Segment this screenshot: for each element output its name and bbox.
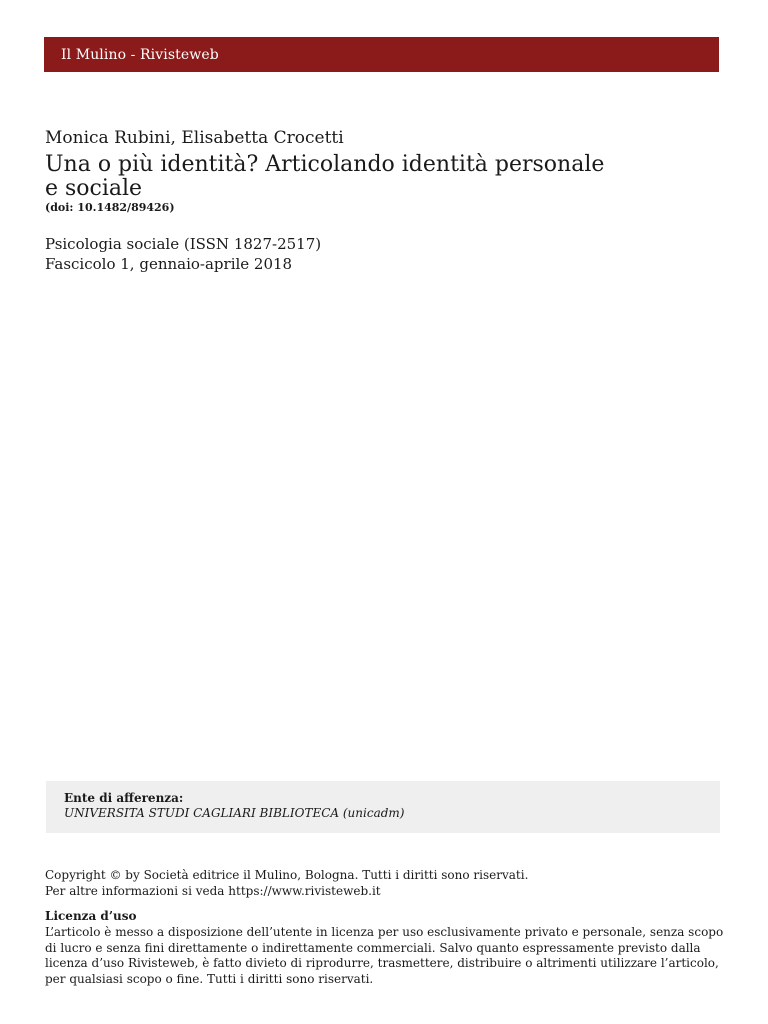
article-authors: Monica Rubini, Elisabetta Crocetti bbox=[45, 128, 344, 148]
article-doi: (doi: 10.1482/89426) bbox=[45, 201, 175, 214]
license-line-1: L’articolo è messo a disposizione dell’utente in licenza per uso esclusivamente privato e personale, senza scopo bbox=[45, 925, 724, 939]
copyright-line-1: Copyright © by Società editrice il Mulino, Bologna. Tutti i diritti sono riservati. bbox=[45, 868, 529, 882]
license-line-4: per qualsiasi scopo o fine. Tutti i diritti sono riservati. bbox=[45, 971, 374, 986]
license-heading: Licenza d’uso bbox=[45, 909, 137, 923]
journal-name: Psicologia sociale (ISSN 1827-2517) bbox=[45, 235, 322, 253]
license-text bbox=[45, 925, 725, 987]
license-line-2: di lucro e senza fini direttamente o indirettamente commerciali. Salvo quanto espressamente previsto dalla bbox=[45, 940, 701, 955]
affiliation-label: Ente di afferenza: bbox=[64, 791, 184, 805]
license-line-3: licenza d’uso Rivisteweb, è fatto divieto di riprodurre, trasmettere, distribuire o altrimenti utilizzare l’articolo, bbox=[45, 956, 719, 970]
copyright-notice bbox=[45, 867, 528, 899]
journal-info bbox=[45, 234, 321, 274]
publisher-title: Il Mulino - Rivisteweb bbox=[61, 46, 219, 63]
article-title-line-1: Una o più identità? Articolando identità personale bbox=[45, 152, 605, 177]
article-title-line-2: e sociale bbox=[45, 176, 143, 201]
affiliation-box bbox=[46, 781, 720, 833]
affiliation-value: UNIVERSITA STUDI CAGLIARI BIBLIOTECA (unicadm) bbox=[64, 806, 405, 820]
copyright-line-2: Per altre informazioni si veda https://www.rivisteweb.it bbox=[45, 884, 381, 898]
header-bar bbox=[44, 37, 719, 72]
article-title bbox=[45, 153, 725, 201]
journal-issue: Fascicolo 1, gennaio-aprile 2018 bbox=[45, 255, 293, 273]
